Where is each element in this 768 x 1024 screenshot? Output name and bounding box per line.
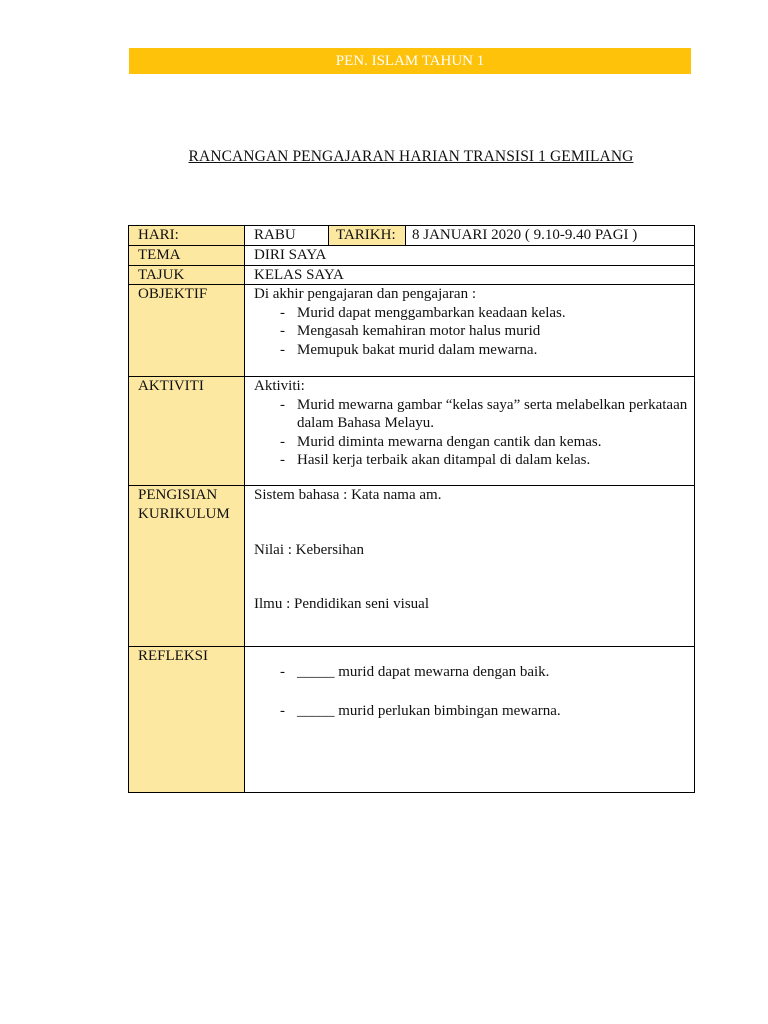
hari-tarikh-cell <box>245 226 695 246</box>
tema-row <box>129 246 695 266</box>
tarikh-value: 8 JANUARI 2020 ( 9.10-9.40 PAGI ) <box>412 227 638 243</box>
aktiviti-intro: Aktiviti: <box>254 378 305 394</box>
refleksi-item: - _____ murid dapat mewarna dengan baik. <box>274 663 688 682</box>
tajuk-value: KELAS SAYA <box>245 265 695 285</box>
aktiviti-row <box>129 377 695 486</box>
objektif-item: - Murid dapat menggambarkan keadaan kelas. <box>274 304 688 323</box>
refleksi-content <box>245 647 695 793</box>
tema-value: DIRI SAYA <box>245 246 695 266</box>
nilai-text: Nilai : Kebersihan <box>254 541 364 558</box>
refleksi-item: - _____ murid perlukan bimbingan mewarna. <box>274 702 688 721</box>
refleksi-label: REFLEKSI <box>129 647 245 793</box>
pengisian-content <box>245 486 695 647</box>
tema-label: TEMA <box>129 246 245 266</box>
subject-banner: PEN. ISLAM TAHUN 1 <box>129 48 691 74</box>
hari-value: RABU <box>245 226 329 245</box>
aktiviti-list <box>254 396 688 470</box>
refleksi-list <box>254 663 688 720</box>
pengisian-label-line-2: KURIKULUM <box>138 505 230 522</box>
aktiviti-label: AKTIVITI <box>129 377 245 486</box>
hari-label: HARI: <box>129 226 245 246</box>
aktiviti-item: - Hasil kerja terbaik akan ditampal di dalam kelas. <box>274 451 688 470</box>
pengisian-row <box>129 486 695 647</box>
pengisian-label <box>129 486 245 647</box>
objektif-content <box>245 285 695 377</box>
sistem-bahasa-text: Sistem bahasa : Kata nama am. <box>254 487 442 503</box>
tajuk-label: TAJUK <box>129 265 245 285</box>
tajuk-row <box>129 265 695 285</box>
ilmu-text: Ilmu : Pendidikan seni visual <box>254 596 429 612</box>
aktiviti-content <box>245 377 695 486</box>
objektif-item: - Memupuk bakat murid dalam mewarna. <box>274 341 688 360</box>
hari-tarikh-inner <box>245 226 694 245</box>
page-title: RANCANGAN PENGAJARAN HARIAN TRANSISI 1 GEMILANG <box>188 148 634 165</box>
aktiviti-item: - Murid mewarna gambar “kelas saya” serta melabelkan perkataan dalam Bahasa Melayu. <box>274 396 688 433</box>
pengisian-label-line-1: PENGISIAN <box>138 487 218 503</box>
lesson-plan-table <box>128 225 695 793</box>
objektif-list <box>254 304 688 360</box>
objektif-row <box>129 285 695 377</box>
refleksi-row <box>129 647 695 793</box>
objektif-intro: Di akhir pengajaran dan pengajaran : <box>254 286 476 302</box>
tarikh-label: TARIKH: <box>329 226 406 245</box>
objektif-item: - Mengasah kemahiran motor halus murid <box>274 322 688 341</box>
objektif-label: OBJEKTIF <box>129 285 245 377</box>
aktiviti-item: - Murid diminta mewarna dengan cantik dan kemas. <box>274 433 688 452</box>
hari-row <box>129 226 695 246</box>
